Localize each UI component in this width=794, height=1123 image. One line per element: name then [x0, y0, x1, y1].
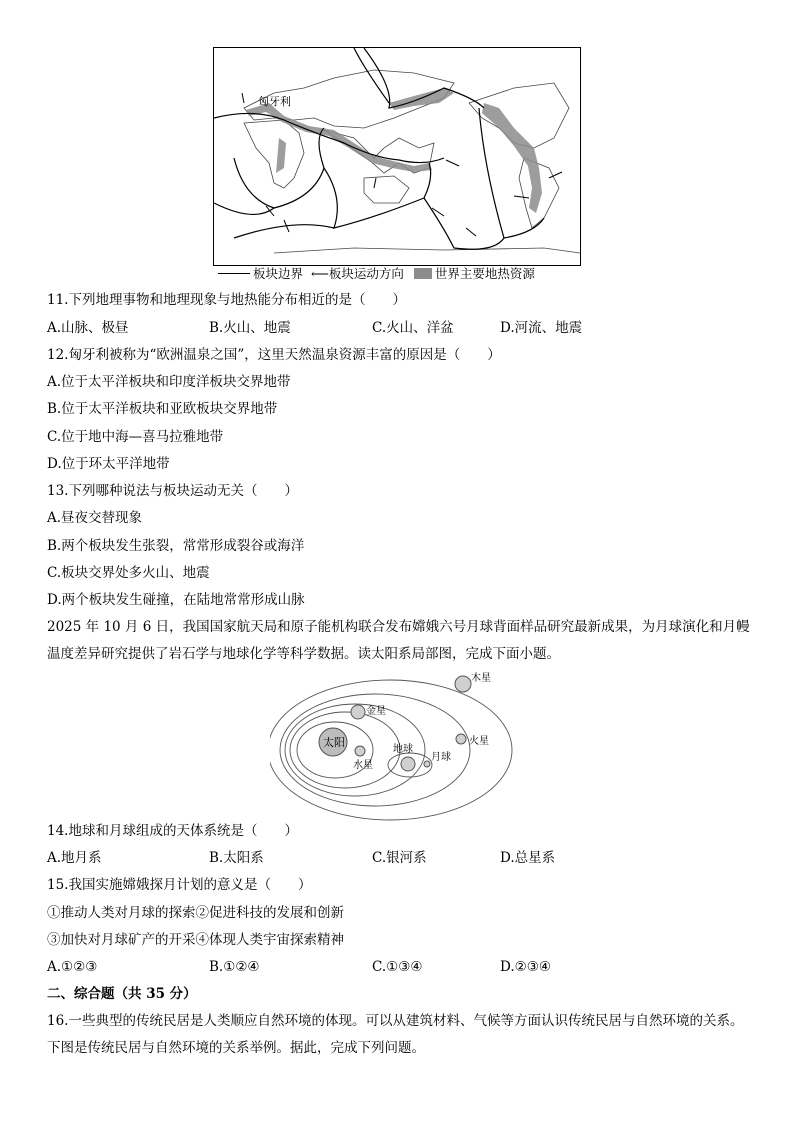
geothermal-belt-africa-rift	[276, 138, 286, 173]
moon-label: 月球	[431, 752, 451, 763]
plate-arrow-5	[466, 228, 476, 236]
q14-option-c: C.银河系	[372, 850, 427, 866]
moon	[424, 761, 430, 767]
australia-outline	[364, 176, 409, 203]
q12-option-b: B.位于太平洋板块和亚欧板块交界地带	[47, 401, 278, 417]
q14-option-b: B.太阳系	[209, 850, 264, 866]
map-label-hungary: 匈牙利	[258, 95, 291, 108]
q12-stem: 12.匈牙利被称为“欧洲温泉之国”，这里天然温泉资源丰富的原因是（ ）	[47, 347, 501, 363]
legend-resource-label: 世界主要地热资源	[434, 265, 535, 281]
q11-option-a: A.山脉、极昼	[47, 320, 129, 336]
q15-stem: 15.我国实施嫦娥探月计划的意义是（ ）	[47, 877, 312, 893]
legend-boundary-label: 板块边界	[253, 265, 304, 281]
plate-boundary-8	[354, 48, 389, 103]
jupiter-label: 木星	[471, 673, 491, 684]
q15-option-d: D.②③④	[500, 959, 551, 975]
legend-direction-label: 板块运动方向	[328, 265, 404, 281]
plate-arrow-8	[242, 93, 244, 103]
section-2-heading: 二、综合题（共 35 分）	[47, 986, 197, 1002]
plate-map	[213, 47, 581, 266]
antarctica-outline	[274, 248, 580, 253]
q16-stem: 16.一些典型的传统民居是人类顺应自然环境的体现。可以从建筑材料、气候等方面认识传统民居与自然环境的关系。下图是传统民居与自然环境的关系举例。据此，完成下列问题。	[47, 1013, 744, 1056]
plate-boundary-1	[214, 113, 444, 162]
q13-option-b: B.两个板块发生张裂，常常形成裂谷或海洋	[47, 538, 305, 554]
q13-option-d: D.两个板块发生碰撞，在陆地常常形成山脉	[47, 592, 305, 608]
sun-label: 太阳	[323, 736, 345, 749]
plate-arrow-7	[549, 172, 562, 178]
map-legend	[218, 264, 535, 283]
q11-option-c: C.火山、洋盆	[372, 320, 454, 336]
legend-boundary-line	[218, 273, 250, 274]
mars-label: 火星	[469, 736, 489, 747]
chang-e6-intro: 2025 年 10 月 6 日，我国国家航天局和原子能机构联合发布嫦娥六号月球背面样品研究最新成果，为月球演化和月幔温度差异研究提供了岩石学与地球化学等科学数据。读太阳系局部图，完成下面小题。	[47, 619, 750, 662]
earth	[401, 757, 415, 771]
q11-stem: 11.下列地理事物和地理现象与地热能分布相近的是（ ）	[47, 292, 406, 308]
plate-arrow-6	[514, 196, 529, 198]
plate-boundary-5	[424, 108, 504, 249]
q13-option-c: C.板块交界处多火山、地震	[47, 565, 210, 581]
plate-boundary-7	[504, 218, 544, 238]
q11-option-b: B.火山、地震	[209, 320, 291, 336]
solar-system-diagram	[270, 672, 520, 827]
plate-map-svg	[214, 48, 580, 265]
q15-option-a: A.①②③	[47, 959, 98, 975]
mercury-label: 水星	[353, 760, 373, 771]
q11-option-d: D.河流、地震	[500, 320, 583, 336]
q15-option-c: C.①③④	[372, 959, 423, 975]
venus	[351, 705, 365, 719]
plate-arrow-3	[446, 160, 459, 166]
geothermal-belt-pacific-east	[482, 103, 542, 213]
africa-outline	[244, 120, 304, 188]
legend-arrow-icon: ⟵	[311, 265, 329, 281]
q12-option-a: A.位于太平洋板块和印度洋板块交界地带	[47, 374, 291, 390]
orbit-jupiter	[270, 680, 512, 820]
jupiter	[455, 676, 471, 692]
venus-label: 金星	[366, 706, 386, 717]
q12-option-c: C.位于地中海—喜马拉雅地带	[47, 429, 224, 445]
mercury	[355, 746, 365, 756]
mars	[456, 734, 466, 744]
earth-label: 地球	[393, 744, 413, 755]
q14-option-d: D.总星系	[500, 850, 556, 866]
plate-arrow-9	[374, 178, 376, 188]
q15-option-b: B.①②④	[209, 959, 260, 975]
q15-statement-1: ①推动人类对月球的探索②促进科技的发展和创新	[47, 905, 344, 921]
plate-boundary-6	[234, 225, 334, 238]
q14-option-a: A.地月系	[47, 850, 102, 866]
q13-stem: 13.下列哪种说法与板块运动无关（ ）	[47, 483, 298, 499]
q12-option-d: D.位于环太平洋地带	[47, 456, 170, 472]
q13-option-a: A.昼夜交替现象	[47, 510, 143, 526]
q14-stem: 14.地球和月球组成的天体系统是（ ）	[47, 823, 298, 839]
q15-statement-2: ③加快对月球矿产的开采④体现人类宇宙探索精神	[47, 932, 344, 948]
legend-resource-swatch	[414, 268, 432, 279]
